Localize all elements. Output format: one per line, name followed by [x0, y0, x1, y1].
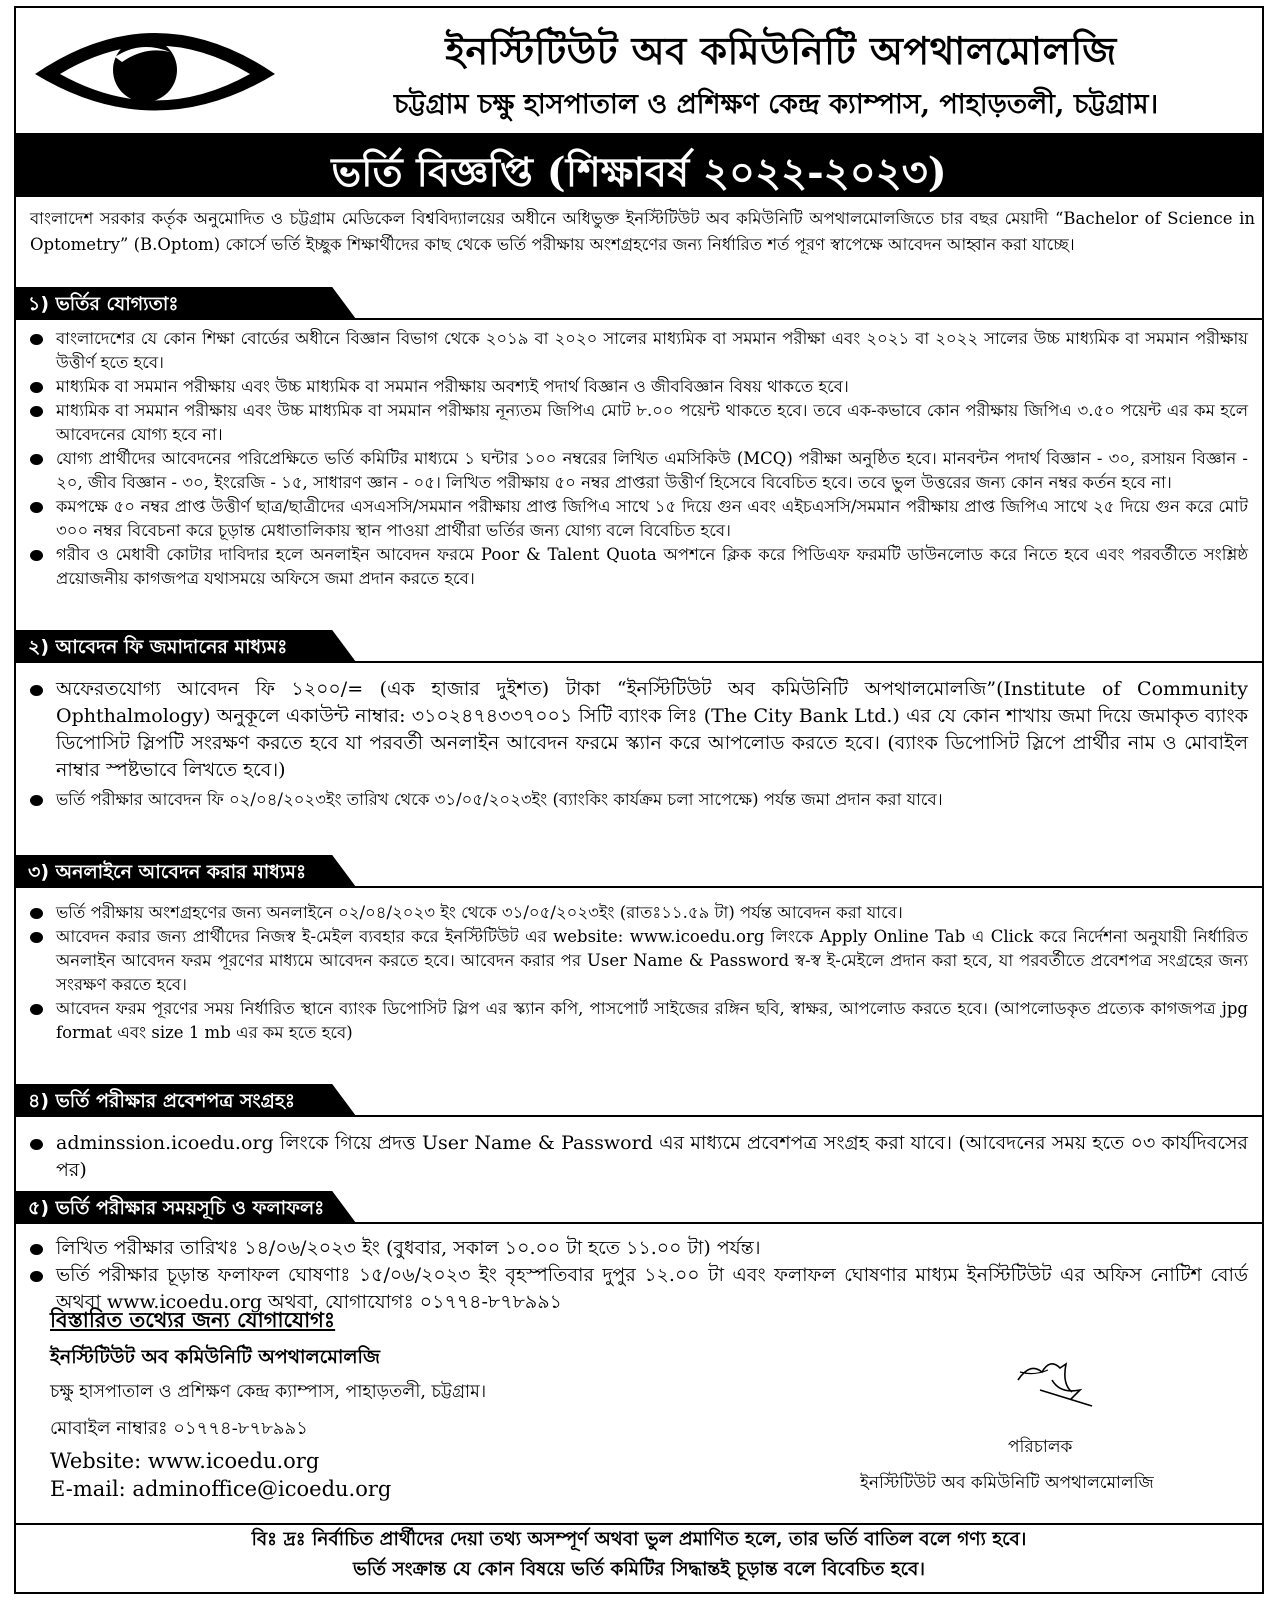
section-eligibility	[16, 287, 1262, 591]
list-item: বাংলাদেশের যে কোন শিক্ষা বোর্ডের অধীনে বিজ্ঞান বিভাগ থেকে ২০১৯ বা ২০২০ সালের মাধ্যমিক বা সমমান পরীক্ষা এবং ২০২১ বা ২০২২ সালের উচ্চ মাধ্যমিক বা সমমান পরীক্ষায় উত্তীর্ণ হতে হবে।	[16, 327, 1262, 375]
list-item: ভর্তি পরীক্ষার আবেদন ফি ০২/০৪/২০২৩ইং তারিখ থেকে ৩১/০৫/২০২৩ইং (ব্যাংকিং কার্যক্রম চলা সাপেক্ষে) পর্যন্ত জমা প্রদান করা যাবে।	[16, 788, 1262, 812]
bullet-icon	[30, 550, 43, 561]
section-title: ২) আবেদন ফি জমাদানের মাধ্যমঃ	[28, 636, 288, 658]
list-item: অফেরতযোগ্য আবেদন ফি ১২০০/= (এক হাজার দুইশত) টাকা “ইনস্টিটিউট অব কমিউনিটি অপথালমোলজি”(Institute of Community Ophthalmology) অনুকূলে একাউন্ট নাম্বার: ৩১০২৪৭৪৩৩৭০০১ সিটি ব্যাংক লিঃ (The City Bank Ltd.) এর যে কোন শাখায় জমা দিয়ে জমাকৃত ব্যাংক ডিপোসিট স্লিপটি সংরক্ষণ করতে হবে যা পরবর্তী অনলাইন আবেদন ফরমে স্ক্যান করে আপলোড করতে হবে। (ব্যাংক ডিপোসিট স্লিপে প্রার্থীর নাম ও মোবাইল নাম্বার স্পষ্টভাবে লিখতে হবে।)	[16, 676, 1262, 784]
list-item: লিখিত পরীক্ষার তারিখঃ ১৪/০৬/২০২৩ ইং (বুধবার, সকাল ১০.০০ টা হতে ১১.০০ টা) পর্যন্ত।	[16, 1235, 1262, 1262]
contact-website: Website: www.icoedu.org	[50, 1449, 320, 1473]
section-online-application	[16, 855, 1262, 1045]
section-header	[16, 287, 1262, 319]
header	[16, 8, 1262, 135]
contact-address: চক্ষু হাসপাতাল ও প্রশিক্ষণ কেন্দ্র ক্যাম্পাস, পাহাড়তলী, চট্টগ্রাম।	[50, 1382, 487, 1402]
bullet-icon	[30, 502, 43, 513]
list-item: আবেদন করার জন্য প্রার্থীদের নিজস্ব ই-মেইল ব্যবহার করে ইনস্টিটিউট এর website: www.icoedu.org লিংকে Apply Online Tab এ Click করে নির্দেশনা অনুযায়ী নির্ধারিত অনলাইন আবেদন ফরম পূরণের মাধ্যমে আবেদন করতে হবে। আবেদন করার পর User Name & Password স্ব-স্ব ই-মেইলে প্রদান করা হবে, যা পরবর্তীতে প্রবেশপত্র সংগ্রহের জন্য সংরক্ষণ করতে হবে।	[16, 925, 1262, 997]
director-institute: ইনস্টিটিউট অব কমিউনিটি অপথালমোলজি	[860, 1473, 1154, 1493]
contact-block	[50, 1304, 750, 1501]
section-title: ৪) ভর্তি পরীক্ষার প্রবেশপত্র সংগ্রহঃ	[28, 1090, 296, 1112]
director-title: পরিচালক	[1008, 1437, 1073, 1457]
section-header	[16, 1084, 1262, 1116]
bullet-icon	[30, 382, 43, 393]
section-header	[16, 855, 1262, 887]
bullet-icon	[30, 1139, 43, 1150]
list-item: যোগ্য প্রার্থীদের আবেদনের পরিপ্রেক্ষিতে ভর্তি কমিটির মাধ্যমে ১ ঘন্টার ১০০ নম্বরের লিখিত এমসিকিউ (MCQ) পরীক্ষা অনুষ্ঠিত হবে। মানবন্টন পদার্থ বিজ্ঞান - ৩০, রসায়ন বিজ্ঞান - ২০, জীব বিজ্ঞান - ৩০, ইংরেজি - ১৫, সাধারণ জ্ঞান - ০৫। লিখিত পরীক্ষায় ৫০ নম্বর প্রাপ্তরা উত্তীর্ণ হিসেবে বিবেচিত হবে। তবে ভুল উত্তরের জন্য কোন নম্বর কর্তন হবে না।	[16, 447, 1262, 495]
intro-paragraph: বাংলাদেশ সরকার কর্তৃক অনুমোদিত ও চট্টগ্রাম মেডিকেল বিশ্ববিদ্যালয়ের অধীনে অধিভুক্ত ইনস্টিটিউট অব কমিউনিটি অপথালমোলজিতে চার বছর মেয়াদী “Bachelor of Science in Optometry” (B.Optom) কোর্সে ভর্তি ইচ্ছুক শিক্ষার্থীদের কাছ থেকে ভর্তি পরীক্ষায় অংশগ্রহণের জন্য নির্ধারিত শর্ত পূরণ স্বাপেক্ষে আবেদন আহ্বান করা যাচ্ছে।	[30, 209, 1255, 254]
contact-email: E-mail: adminoffice@icoedu.org	[50, 1477, 392, 1501]
bullet-icon	[30, 685, 43, 696]
contact-heading: বিস্তারিত তথ্যের জন্য যোগাযোগঃ	[50, 1307, 336, 1332]
campus-address: চট্টগ্রাম চক্ষু হাসপাতাল ও প্রশিক্ষণ কেন্দ্র ক্যাম্পাস, পাহাড়তলী, চট্টগ্রাম।	[393, 89, 1159, 120]
section-title: ৫) ভর্তি পরীক্ষার সময়সূচি ও ফলাফলঃ	[28, 1197, 325, 1219]
list-item: ভর্তি পরীক্ষার চূড়ান্ত ফলাফল ঘোষণাঃ ১৫/০৬/২০২৩ ইং বৃহস্পতিবার দুপুর ১২.০০ টা এবং ফলাফল ঘোষণার মাধ্যম ইনস্টিটিউট এর অফিস নোটিশ বোর্ড অথবা www.icoedu.org অথবা, যোগাযোগঃ ০১৭৭৪-৮৭৮৯৯১	[16, 1262, 1262, 1316]
bullet-icon	[30, 454, 43, 465]
section-fee-payment	[16, 630, 1262, 812]
bullet-icon	[30, 1004, 43, 1015]
footer-note	[16, 1523, 1262, 1594]
list-item: adminssion.icoedu.org লিংকে গিয়ে প্রদত্ত User Name & Password এর মাধ্যমে প্রবেশপত্র সংগ্রহ করা যাবে। (আবেদনের সময় হতে ০৩ কার্যদিবসের পর)	[16, 1130, 1262, 1184]
list-item: গরীব ও মেধাবী কোটার দাবিদার হলে অনলাইন আবেদন ফরমে Poor & Talent Quota অপশনে ক্লিক করে পিডিএফ ফরমটি ডাউনলোড করে নিতে হবে এবং পরবর্তীতে সংশ্লিষ্ঠ প্রয়োজনীয় কাগজপত্র যথাসময়ে অফিসে জমা প্রদান করতে হবে।	[16, 543, 1262, 591]
bullet-icon	[30, 932, 43, 943]
bullet-icon	[30, 406, 43, 417]
bullet-icon	[30, 334, 43, 345]
list-item: আবেদন ফরম পূরণের সময় নির্ধারিত স্থানে ব্যাংক ডিপোসিট স্লিপ এর স্ক্যান কপি, পাসপোর্ট সাইজের রঙ্গিন ছবি, স্বাক্ষর, আপলোড করতে হবে। (আপলোডকৃত প্রত্যেক কাগজপত্র jpg format এবং size 1 mb এর কম হতে হবে)	[16, 997, 1262, 1045]
bullet-icon	[30, 1271, 43, 1282]
footer-line-1: বিঃ দ্রঃ নির্বাচিত প্রার্থীদের দেয়া তথ্য অসম্পূর্ণ অথবা ভুল প্রমাণিত হলে, তার ভর্তি বাতিল বলে গণ্য হবে।	[251, 1529, 1027, 1550]
bullet-icon	[30, 795, 43, 806]
contact-mobile: মোবাইল নাম্বারঃ ০১৭৭৪-৮৭৮৯৯১	[50, 1418, 308, 1439]
notice-title: ভর্তি বিজ্ঞপ্তি (শিক্ষাবর্ষ ২০২২-২০২৩)	[331, 149, 947, 196]
eye-logo-icon	[30, 22, 280, 122]
notice-banner	[16, 133, 1262, 197]
footer-line-2: ভর্তি সংক্রান্ত যে কোন বিষয়ে ভর্তি কমিটির সিদ্ধান্তই চূড়ান্ত বলে বিবেচিত হবে।	[353, 1559, 925, 1580]
contact-institute: ইনস্টিটিউট অব কমিউনিটি অপথালমোলজি	[50, 1346, 380, 1368]
list-item: মাধ্যমিক বা সমমান পরীক্ষায় এবং উচ্চ মাধ্যমিক বা সমমান পরীক্ষায় নূন্যতম জিপিএ মোট ৮.০০ পয়েন্ট থাকতে হবে। তবে এক-কভাবে কোন পরীক্ষায় জিপিএ ৩.৫০ পয়েন্ট এর কম হলে আবেদনের যোগ্য হবে না।	[16, 399, 1262, 447]
section-schedule-result	[16, 1191, 1262, 1316]
section-admit-card	[16, 1084, 1262, 1184]
list-item: কমপক্ষে ৫০ নম্বর প্রাপ্ত উত্তীর্ণ ছাত্র/ছাত্রীদের এসএসসি/সমমান পরীক্ষায় প্রাপ্ত জিপিএ সাথে ১৫ দিয়ে গুন এবং এইচএসসি/সমমান পরীক্ষায় প্রাপ্ত জিপিএ সাথে ২৫ দিয়ে গুন করে মোট ৩০০ নম্বর বিবেচনা করে চূড়ান্ত মেধাতালিকায় স্থান পাওয়া প্রার্থীরা ভর্তির জন্য যোগ্য বলে বিবেচিত হবে।	[16, 495, 1262, 543]
list-item: ভর্তি পরীক্ষায় অংশগ্রহণের জন্য অনলাইনে ০২/০৪/২০২৩ ইং থেকে ৩১/০৫/২০২৩ইং (রাতঃ১১.৫৯ টা) পর্যন্ত আবেদন করা যাবে।	[16, 901, 1262, 925]
section-header	[16, 630, 1262, 662]
section-title: ৩) অনলাইনে আবেদন করার মাধ্যমঃ	[28, 861, 307, 883]
list-item: মাধ্যমিক বা সমমান পরীক্ষায় এবং উচ্চ মাধ্যমিক বা সমমান পরীক্ষায় অবশ্যই পদার্থ বিজ্ঞান ও জীববিজ্ঞান বিষয় থাকতে হবে।	[16, 375, 1262, 399]
institute-title: ইনস্টিটিউট অব কমিউনিটি অপথালমোলজি	[445, 29, 1117, 73]
bullet-icon	[30, 1244, 43, 1255]
section-header	[16, 1191, 1262, 1223]
signature-icon	[1000, 1350, 1110, 1410]
section-title: ১) ভর্তির যোগ্যতাঃ	[28, 293, 179, 315]
bullet-icon	[30, 908, 43, 919]
